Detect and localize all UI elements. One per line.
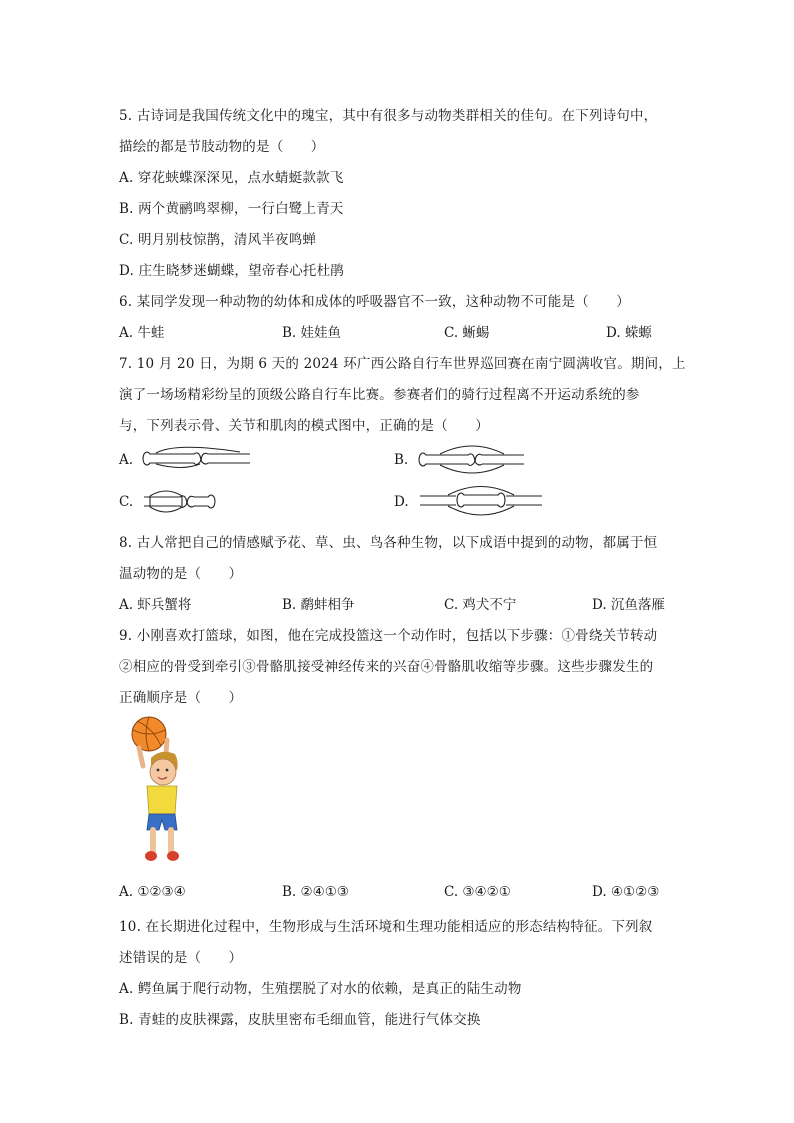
q5-stem-line1: 5. 古诗词是我国传统文化中的瑰宝，其中有很多与动物类群相关的佳句。在下列诗句中， [119, 108, 658, 124]
q7-option-c-label: C. [119, 494, 134, 510]
q7-option-a-label: A. [119, 452, 134, 468]
q5-option-b: B. 两个黄鹂鸣翠柳，一行白鹭上青天 [119, 201, 344, 217]
basketball-player-illustration [127, 714, 191, 866]
q5-option-c: C. 明月别枝惊鹊，清风半夜鸣蝉 [119, 232, 317, 248]
q5-option-d: D. 庄生晓梦迷蝴蝶，望帝春心托杜鹃 [119, 263, 345, 279]
q6-option-b: B. 娃娃鱼 [282, 325, 342, 341]
q10-stem-line2: 述错误的是（ ） [119, 950, 243, 966]
q7-option-b-diagram [418, 444, 528, 476]
q7-option-b-label: B. [394, 452, 409, 468]
q6-option-d: D. 蝾螈 [606, 325, 652, 341]
q9-stem-line1: 9. 小刚喜欢打篮球，如图，他在完成投篮这一个动作时，包括以下步骤：①骨绕关节转动 [119, 628, 658, 644]
q9-option-b: B. ②④①③ [282, 884, 349, 900]
q7-option-d-diagram [418, 484, 544, 518]
q10-option-a: A. 鳄鱼属于爬行动物，生殖摆脱了对水的依赖，是真正的陆生动物 [119, 981, 522, 997]
q7-stem-line1: 7. 10 月 20 日，为期 6 天的 2024 环广西公路自行车世界巡回赛在南宁圆满收官。期间，上 [119, 356, 686, 372]
q8-stem-line1: 8. 古人常把自己的情感赋予花、草、虫、鸟各种生物，以下成语中提到的动物，都属于恒 [119, 535, 658, 551]
q7-stem-line3: 与，下列表示骨、关节和肌肉的模式图中，正确的是（ ） [119, 418, 489, 434]
q10-option-b: B. 青蛙的皮肤裸露，皮肤里密布毛细血管，能进行气体交换 [119, 1012, 481, 1028]
q7-option-c-diagram [142, 486, 218, 516]
q9-option-d: D. ④①②③ [592, 884, 660, 900]
q10-stem-line1: 10. 在长期进化过程中，生物形成与生活环境和生理功能相适应的形态结构特征。下列叙 [119, 919, 653, 935]
q6-option-c: C. 蜥蜴 [444, 325, 490, 341]
q6-stem: 6. 某同学发现一种动物的幼体和成体的呼吸器官不一致，这种动物不可能是（ ） [119, 294, 630, 310]
q8-option-d: D. 沉鱼落雁 [592, 597, 665, 613]
q9-stem-line3: 正确顺序是（ ） [119, 690, 243, 706]
q9-option-c: C. ③④②① [444, 884, 511, 900]
q5-option-a: A. 穿花蛱蝶深深见，点水蜻蜓款款飞 [119, 170, 344, 186]
q8-stem-line2: 温动物的是（ ） [119, 566, 243, 582]
q9-option-a: A. ①②③④ [119, 884, 186, 900]
q8-option-a: A. 虾兵蟹将 [119, 597, 192, 613]
q6-option-a: A. 牛蛙 [119, 325, 165, 341]
q7-option-a-diagram [142, 444, 254, 474]
q7-stem-line2: 演了一场场精彩纷呈的顶级公路自行车比赛。参赛者们的骑行过程离不开运动系统的参 [119, 387, 640, 403]
q5-stem-line2: 描绘的都是节肢动物的是（ ） [119, 139, 325, 155]
q8-option-c: C. 鸡犬不宁 [444, 597, 517, 613]
q9-stem-line2: ②相应的骨受到牵引③骨骼肌接受神经传来的兴奋④骨骼肌收缩等步骤。这些步骤发生的 [119, 659, 654, 675]
q8-option-b: B. 鹬蚌相争 [282, 597, 355, 613]
q7-option-d-label: D. [394, 494, 409, 510]
